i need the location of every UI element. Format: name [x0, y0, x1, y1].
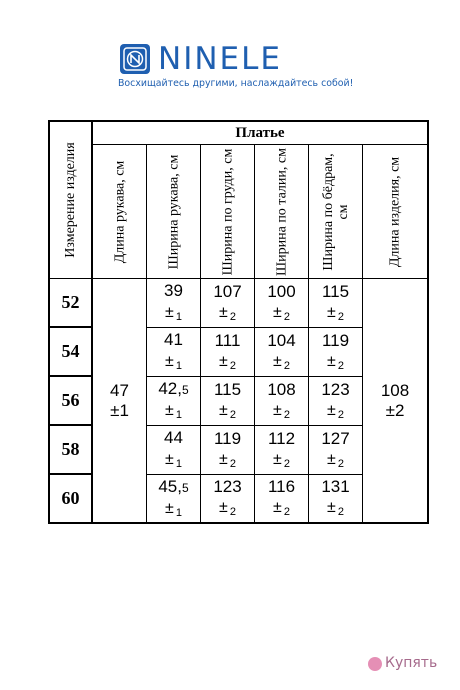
sleeve-width-cell: 45,5 ± 1 [147, 474, 201, 523]
column-label: Ширина по бёдрам, см [320, 152, 351, 271]
sleeve-width-cell: 42,5 ± 1 [147, 376, 201, 425]
size-value: 54 [49, 327, 92, 376]
size-value: 58 [49, 425, 92, 474]
size-value: 60 [49, 474, 92, 523]
table-row [49, 279, 428, 328]
product-length-tol: ±2 [385, 400, 405, 420]
chest-cell: 111 ± 2 [201, 327, 255, 376]
waist-cell: 100 ± 2 [255, 279, 309, 328]
sleeve-width-cell: 44 ± 1 [147, 425, 201, 474]
hips-cell: 119 ± 2 [309, 327, 363, 376]
product-length-value: 108 [380, 380, 410, 400]
sleeve-width-cell: 41 ± 1 [147, 327, 201, 376]
hips-cell: 123 ± 2 [309, 376, 363, 425]
size-value: 52 [49, 279, 92, 328]
chest-cell: 107 ± 2 [201, 279, 255, 328]
waist-cell: 108 ± 2 [255, 376, 309, 425]
waist-cell: 112 ± 2 [255, 425, 309, 474]
brand-name: NINELE [158, 41, 282, 77]
product-length-cell [363, 279, 429, 524]
column-label: Длина изделия, см [387, 156, 403, 267]
column-label: Ширина рукава, см [166, 154, 181, 269]
size-table [48, 120, 429, 524]
column-header [363, 145, 429, 279]
waist-cell: 104 ± 2 [255, 327, 309, 376]
column-label: Длина рукава, см [112, 160, 127, 263]
corner-header [49, 121, 92, 279]
watermark-text: Купять [385, 655, 438, 671]
chest-cell: 119 ± 2 [201, 425, 255, 474]
sleeve-length-tol: ±1 [110, 400, 129, 420]
hips-cell: 115 ± 2 [309, 279, 363, 328]
sleeve-length-value: 47 [110, 380, 129, 400]
column-label: Ширина по талии, см [274, 147, 289, 276]
hips-cell: 127 ± 2 [309, 425, 363, 474]
size-value: 56 [49, 376, 92, 425]
kupit-logo-icon [368, 657, 382, 671]
sleeve-length-cell [92, 279, 147, 524]
chest-cell: 115 ± 2 [201, 376, 255, 425]
brand-logo [118, 38, 354, 98]
corner-label: Измерение изделия [62, 142, 78, 258]
column-header [309, 145, 363, 279]
watermark [368, 654, 458, 676]
column-header [255, 145, 309, 279]
waist-cell: 116 ± 2 [255, 474, 309, 523]
sleeve-width-cell: 39 ± 1 [147, 279, 201, 328]
hips-cell: 131 ± 2 [309, 474, 363, 523]
column-header [92, 145, 147, 279]
brand-tagline: Восхищайтесь другими, наслаждайтесь собой! [118, 78, 354, 89]
column-header [201, 145, 255, 279]
ninele-logo-icon [120, 44, 150, 74]
column-label: Ширина по груди, см [220, 148, 235, 275]
chest-cell: 123 ± 2 [201, 474, 255, 523]
column-header [147, 145, 201, 279]
table-title: Платье [92, 121, 428, 145]
